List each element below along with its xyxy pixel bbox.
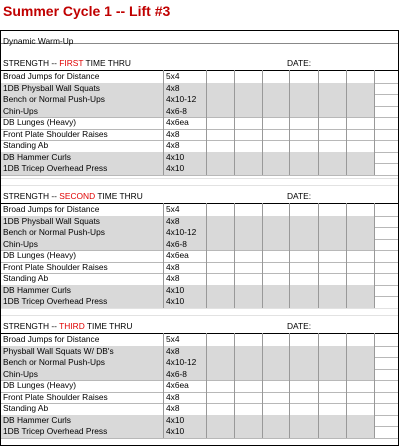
exercise-row <box>0 357 400 369</box>
exercise-row <box>0 403 400 415</box>
sets-reps: 4x10-12 <box>166 227 197 237</box>
gridline <box>0 438 398 439</box>
sets-reps: 4x10 <box>166 284 185 295</box>
sets-reps: 4x8 <box>166 345 180 356</box>
gridline <box>374 203 375 308</box>
exercise-row <box>0 129 400 141</box>
exercise-row <box>0 204 400 216</box>
section-title-suffix: TIME THRU <box>83 58 131 68</box>
exercise-row <box>0 334 400 346</box>
gridline <box>318 203 319 308</box>
exercise-row <box>0 296 400 308</box>
sets-reps: 4x10-12 <box>166 94 197 104</box>
exercise-row <box>0 250 400 262</box>
sets-reps: 4x8 <box>166 128 180 139</box>
gridline <box>0 30 1 446</box>
exercise-name: Bench or Normal Push-Ups <box>3 94 105 104</box>
sets-reps: 4x10 <box>166 163 185 173</box>
exercise-row <box>0 239 400 251</box>
exercise-name: DB Lunges (Heavy) <box>3 117 77 127</box>
exercise-name: Standing Ab <box>3 273 49 283</box>
gridline <box>0 315 398 316</box>
section-title-emphasis: SECOND <box>59 191 96 201</box>
exercise-row <box>0 163 400 175</box>
gridline <box>163 70 164 175</box>
gridline <box>374 333 375 438</box>
sets-reps: 4x10 <box>166 296 185 306</box>
exercise-row <box>0 71 400 83</box>
sets-reps: 4x8 <box>166 215 180 226</box>
date-label: DATE: <box>287 58 312 68</box>
gridline <box>262 70 263 175</box>
warmup-label: Dynamic Warm-Up <box>3 36 74 46</box>
exercise-name: 1DB Physball Wall Squats <box>3 215 100 226</box>
exercise-row <box>0 346 400 358</box>
section-title-prefix: STRENGTH -- <box>3 58 60 68</box>
gridline <box>374 70 375 175</box>
sets-reps: 4x10 <box>166 151 185 162</box>
section-title-emphasis: FIRST <box>59 58 84 68</box>
gridline <box>318 333 319 438</box>
gridline <box>398 30 399 446</box>
exercise-row <box>0 392 400 404</box>
gridline <box>0 185 398 186</box>
gridline <box>346 333 347 438</box>
gridline <box>318 70 319 175</box>
exercise-name: Front Plate Shoulder Raises <box>3 128 108 139</box>
exercise-name: DB Hammer Curls <box>3 414 71 425</box>
exercise-name: DB Hammer Curls <box>3 284 71 295</box>
exercise-row <box>0 106 400 118</box>
exercise-name: Standing Ab <box>3 403 49 413</box>
exercise-name: Standing Ab <box>3 140 49 150</box>
exercise-name: Chin-Ups <box>3 238 38 249</box>
sets-reps: 4x6-8 <box>166 105 187 116</box>
gridline <box>234 203 235 308</box>
gridline <box>262 203 263 308</box>
section-title <box>3 191 223 203</box>
sets-reps: 4x8 <box>166 261 180 272</box>
sets-reps: 4x10-12 <box>166 357 197 367</box>
gridline <box>206 70 207 175</box>
sets-reps: 4x6-8 <box>166 238 187 249</box>
sets-reps: 4x10 <box>166 426 185 436</box>
sets-reps: 4x8 <box>166 403 180 413</box>
gridline <box>0 30 398 31</box>
gridline <box>346 203 347 308</box>
gridline <box>0 308 398 309</box>
exercise-row <box>0 152 400 164</box>
exercise-name: 1DB Tricep Overhead Press <box>3 163 108 173</box>
exercise-name: Broad Jumps for Distance <box>3 204 100 214</box>
exercise-name: 1DB Tricep Overhead Press <box>3 426 108 436</box>
sets-reps: 5x4 <box>166 71 180 81</box>
gridline <box>289 70 290 175</box>
exercise-row <box>0 426 400 438</box>
exercise-name: Chin-Ups <box>3 105 38 116</box>
exercise-row <box>0 285 400 297</box>
section-header <box>0 191 400 203</box>
exercise-row <box>0 415 400 427</box>
section-title <box>3 58 223 70</box>
gridline <box>0 178 398 179</box>
exercise-name: Broad Jumps for Distance <box>3 334 100 344</box>
sets-reps: 4x6ea <box>166 250 189 260</box>
gridline <box>346 70 347 175</box>
sets-reps: 4x8 <box>166 391 180 402</box>
section-header <box>0 58 400 70</box>
exercise-name: Bench or Normal Push-Ups <box>3 227 105 237</box>
gridline <box>262 333 263 438</box>
exercise-name: Chin-Ups <box>3 368 38 379</box>
gridline <box>289 203 290 308</box>
exercise-name: Broad Jumps for Distance <box>3 71 100 81</box>
gridline <box>0 175 398 176</box>
gridline <box>206 203 207 308</box>
exercise-row <box>0 262 400 274</box>
section-title <box>3 321 223 333</box>
gridline <box>163 333 164 438</box>
exercise-name: Front Plate Shoulder Raises <box>3 261 108 272</box>
sheet-title: Summer Cycle 1 -- Lift #3 <box>3 3 171 19</box>
exercise-name: 1DB Tricep Overhead Press <box>3 296 108 306</box>
exercise-name: DB Hammer Curls <box>3 151 71 162</box>
section-title-prefix: STRENGTH -- <box>3 321 60 331</box>
exercise-row <box>0 380 400 392</box>
warmup-row <box>0 36 400 48</box>
exercise-name: DB Lunges (Heavy) <box>3 380 77 390</box>
exercise-row <box>0 94 400 106</box>
exercise-name: Front Plate Shoulder Raises <box>3 391 108 402</box>
sets-reps: 4x6-8 <box>166 368 187 379</box>
exercise-name: 1DB Physball Wall Squats <box>3 82 100 93</box>
exercise-row <box>0 117 400 129</box>
exercise-row <box>0 273 400 285</box>
sets-reps: 4x8 <box>166 82 180 93</box>
exercise-row <box>0 369 400 381</box>
exercise-name: DB Lunges (Heavy) <box>3 250 77 260</box>
exercise-row <box>0 140 400 152</box>
sets-reps: 5x4 <box>166 204 180 214</box>
gridline <box>289 333 290 438</box>
date-label: DATE: <box>287 321 312 331</box>
gridline <box>163 203 164 308</box>
sets-reps: 4x6ea <box>166 117 189 127</box>
gridline <box>234 70 235 175</box>
sets-reps: 5x4 <box>166 334 180 344</box>
section-title-emphasis: THIRD <box>59 321 85 331</box>
exercise-row <box>0 216 400 228</box>
gridline <box>206 333 207 438</box>
exercise-name: Physball Wall Squats W/ DB's <box>3 345 114 356</box>
section-title-suffix: TIME THRU <box>95 191 143 201</box>
sets-reps: 4x10 <box>166 414 185 425</box>
date-label: DATE: <box>287 191 312 201</box>
sets-reps: 4x8 <box>166 273 180 283</box>
exercise-row <box>0 227 400 239</box>
exercise-name: Bench or Normal Push-Ups <box>3 357 105 367</box>
section-title-prefix: STRENGTH -- <box>3 191 60 201</box>
sets-reps: 4x6ea <box>166 380 189 390</box>
section-title-suffix: TIME THRU <box>84 321 133 331</box>
section-header <box>0 321 400 333</box>
gridline <box>234 333 235 438</box>
exercise-row <box>0 83 400 95</box>
sets-reps: 4x8 <box>166 140 180 150</box>
